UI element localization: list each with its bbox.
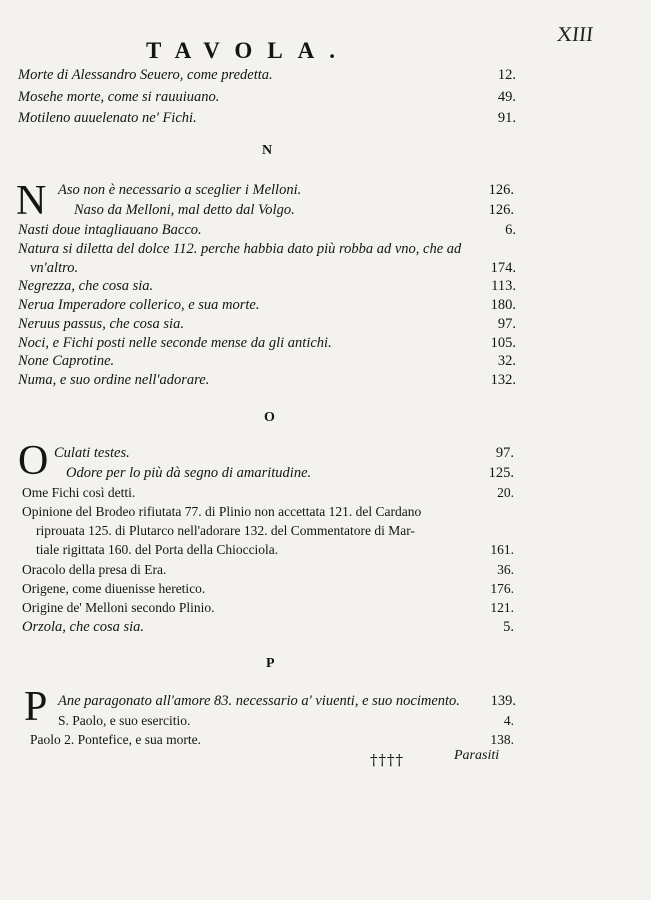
ornament-daggers: †††† [370, 751, 404, 769]
index-entry: Mosehe morte, come si rauuiuano. 49. [18, 89, 516, 105]
index-entry: Aso non è necessario a sceglier i Melloni. 126. [58, 182, 514, 198]
drop-cap-n: N [16, 178, 47, 224]
section-letter-n: N [262, 143, 273, 158]
index-entry: Odore per lo più dà segno di amaritudine. 125. [66, 465, 514, 481]
index-entry: Culati testes. 97. [54, 445, 514, 461]
index-entry: Opinione del Brodeo rifiutata 77. di Plinio non accettata 121. del Cardano [22, 504, 422, 519]
catchword: Parasiti [454, 748, 500, 763]
drop-cap-o: O [18, 438, 49, 484]
index-entry: Noci, e Fichi posti nelle seconde mense da gli antichi. 105. [18, 335, 516, 351]
index-entry: Neruus passus, che cosa sia. 97. [18, 316, 516, 332]
index-entry: Motileno auuelenato ne' Fichi. 91. [18, 110, 516, 126]
index-entry: Origine de' Melloni secondo Plinio. 121. [22, 600, 514, 615]
index-entry: vn'altro. 174. [30, 260, 516, 276]
index-entry: Nerua Imperadore collerico, e sua morte. 180. [18, 297, 516, 313]
index-entry: Morte di Alessandro Seuero, come predetta. 12. [18, 67, 516, 83]
index-entry: Oracolo della presa di Era. 36. [22, 562, 514, 577]
index-entry: S. Paolo, e suo esercitio. 4. [58, 713, 514, 728]
section-letter-p: P [266, 656, 275, 671]
index-entry: tiale rigittata 160. del Porta della Chiocciola. 161. [36, 542, 514, 557]
index-entry: Numa, e suo ordine nell'adorare. 132. [18, 372, 516, 388]
index-entry: Origene, come diuenisse heretico. 176. [22, 581, 514, 596]
index-entry: Ane paragonato all'amore 83. necessario a' viuenti, e suo nocimento. 139. [58, 693, 516, 709]
index-entry: Naso da Melloni, mal detto dal Volgo. 126. [74, 202, 514, 218]
index-entry: Natura si diletta del dolce 112. perche habbia dato più robba ad vno, che ad [18, 241, 462, 257]
index-entry: Ome Fichi così detti. 20. [22, 485, 514, 500]
index-entry: Nasti doue intagliauano Bacco. 6. [18, 222, 516, 238]
folio-number: XIII [555, 22, 595, 46]
index-entry: Negrezza, che cosa sia. 113. [18, 278, 516, 294]
drop-cap-p: P [24, 684, 48, 730]
page-title: TAVOLA. [146, 38, 351, 63]
index-entry: riprouata 125. di Plutarco nell'adorare 132. del Commentatore di Mar- [36, 523, 415, 538]
index-entry: Orzola, che cosa sia. 5. [22, 619, 514, 635]
section-letter-o: O [264, 410, 275, 425]
index-entry: Paolo 2. Pontefice, e sua morte. 138. [30, 732, 514, 747]
index-entry: None Caprotine. 32. [18, 353, 516, 369]
